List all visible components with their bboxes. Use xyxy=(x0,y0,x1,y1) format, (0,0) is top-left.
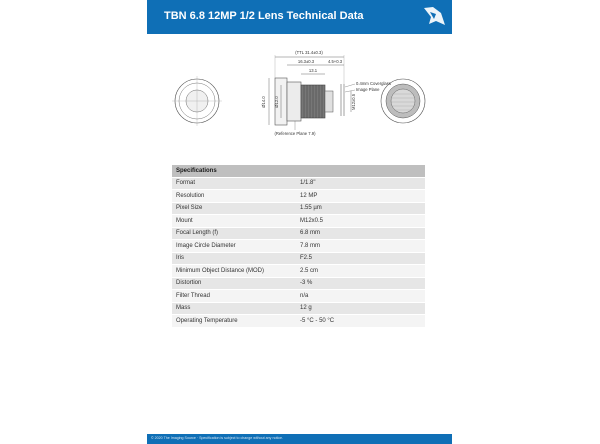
specifications-table xyxy=(172,165,425,328)
spec-value: 12 MP xyxy=(296,190,425,203)
spec-value: 1/1.8" xyxy=(296,177,425,190)
specifications-header: Specifications xyxy=(172,165,425,177)
dim-total: (TTL 31.4±0.3) xyxy=(295,50,323,55)
spec-name: Operating Temperature xyxy=(172,315,296,328)
table-row xyxy=(172,302,425,315)
spec-value: 7.8 mm xyxy=(296,240,425,253)
side-view xyxy=(261,50,391,136)
dim-thread: M12x0.5 xyxy=(351,93,356,111)
table-row xyxy=(172,240,425,253)
spec-name: Minimum Object Distance (MOD) xyxy=(172,265,296,278)
table-row xyxy=(172,227,425,240)
spec-value: F2.5 xyxy=(296,252,425,265)
dim-coverglass: 0.4mm Coverglass xyxy=(356,81,391,86)
dim-front: 16.3±0.3 xyxy=(297,59,315,64)
dim-back: 4.5+0.3 xyxy=(327,59,343,64)
spec-name: Filter Thread xyxy=(172,290,296,303)
spec-value: 12 g xyxy=(296,302,425,315)
table-row xyxy=(172,290,425,303)
rear-view xyxy=(381,79,425,123)
table-row xyxy=(172,177,425,190)
spec-name: Format xyxy=(172,177,296,190)
brand-logo-icon xyxy=(421,4,447,30)
header-bar xyxy=(147,0,452,34)
spec-value: n/a xyxy=(296,290,425,303)
spec-name: Mass xyxy=(172,302,296,315)
table-row xyxy=(172,315,425,328)
front-view xyxy=(172,76,222,126)
dim-outer-diameter: Ø14.0 xyxy=(261,96,266,108)
datasheet-page xyxy=(147,0,452,444)
spec-value: 6.8 mm xyxy=(296,227,425,240)
spec-name: Image Circle Diameter xyxy=(172,240,296,253)
spec-value: 2.5 cm xyxy=(296,265,425,278)
specifications-header-row xyxy=(172,165,425,177)
spec-name: Mount xyxy=(172,215,296,228)
footer-bar xyxy=(147,434,452,444)
spec-name: Resolution xyxy=(172,190,296,203)
dim-reference-plane: (Reference Plane 7.9) xyxy=(274,131,316,136)
spec-name: Focal Length (f) xyxy=(172,227,296,240)
spec-value: 1.55 µm xyxy=(296,202,425,215)
table-row xyxy=(172,265,425,278)
spec-name: Iris xyxy=(172,252,296,265)
spec-name: Distortion xyxy=(172,277,296,290)
dim-inner-diameter: Ø12.0 xyxy=(274,96,279,108)
table-row xyxy=(172,277,425,290)
dim-mid: 13.1 xyxy=(308,68,318,73)
spec-value: -5 °C - 50 °C xyxy=(296,315,425,328)
table-row xyxy=(172,202,425,215)
page-title: TBN 6.8 12MP 1/2 Lens Technical Data xyxy=(164,10,364,22)
spec-value: M12x0.5 xyxy=(296,215,425,228)
table-row xyxy=(172,215,425,228)
dim-image-plane: Image Plane xyxy=(356,87,380,92)
spec-value: -3 % xyxy=(296,277,425,290)
lens-drawing xyxy=(167,44,432,144)
footer-text: © 2020 The Imaging Source · Specification is subject to change without any notice. xyxy=(151,436,284,440)
table-row xyxy=(172,190,425,203)
table-row xyxy=(172,252,425,265)
spec-name: Pixel Size xyxy=(172,202,296,215)
